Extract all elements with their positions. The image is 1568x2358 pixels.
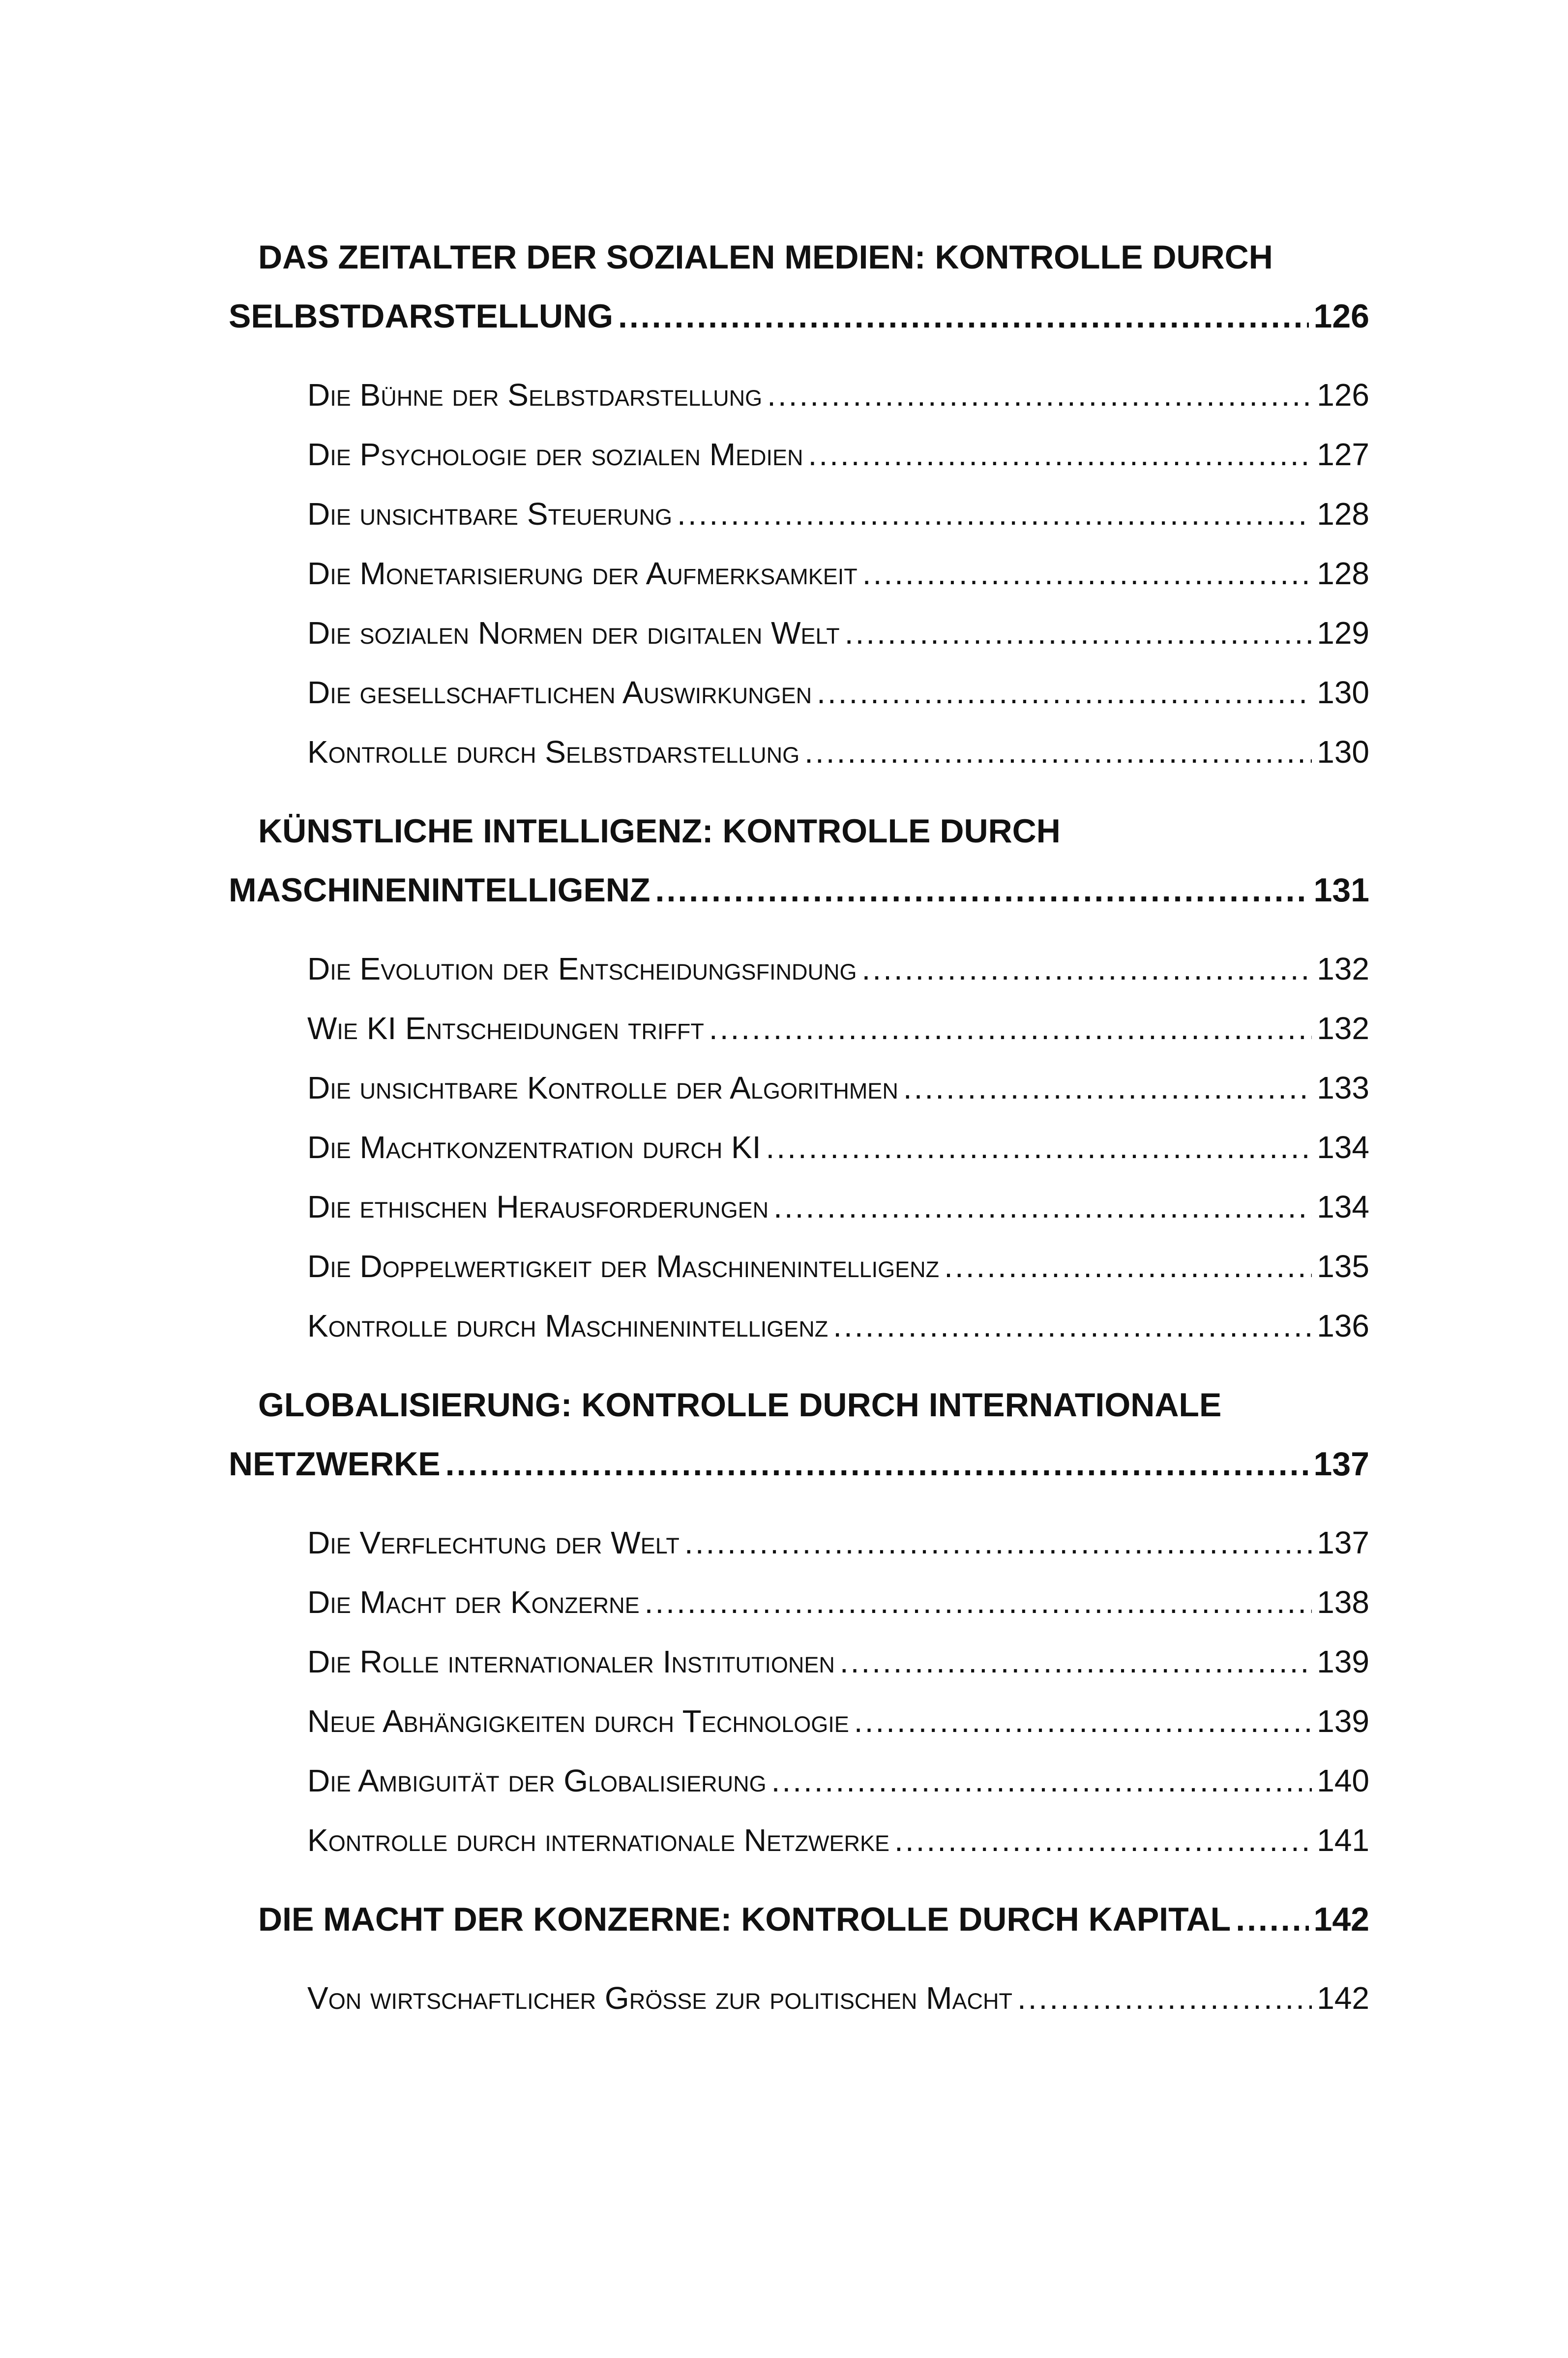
dot-leader xyxy=(840,1632,1312,1692)
toc-chapter xyxy=(229,802,1369,920)
section-page-number: 135 xyxy=(1317,1249,1369,1284)
toc-section-entry xyxy=(229,1969,1369,2028)
dot-leader xyxy=(944,1237,1312,1296)
section-title: Die ethischen Herausforderungen xyxy=(307,1189,769,1224)
chapter-title-line1: KÜNSTLICHE INTELLIGENZ: KONTROLLE DURCH xyxy=(258,812,1061,850)
section-title: Kontrolle durch internationale Netzwerke xyxy=(307,1822,890,1858)
dot-leader xyxy=(903,1058,1312,1118)
dot-leader xyxy=(1017,1969,1312,2028)
chapter-page-number: 142 xyxy=(1313,1901,1369,1938)
section-title: Neue Abhängigkeiten durch Technologie xyxy=(307,1703,849,1739)
dot-leader xyxy=(862,939,1312,999)
section-page-number: 140 xyxy=(1317,1763,1369,1798)
toc-section-entry xyxy=(229,1118,1369,1177)
toc-section-list xyxy=(229,1969,1369,2028)
section-title: Die gesellschaftlichen Auswirkungen xyxy=(307,675,812,710)
section-page-number: 130 xyxy=(1317,675,1369,710)
section-page-number: 134 xyxy=(1317,1130,1369,1165)
section-page-number: 134 xyxy=(1317,1189,1369,1224)
section-page-number: 130 xyxy=(1317,734,1369,770)
section-title: Die sozialen Normen der digitalen Welt xyxy=(307,615,840,651)
dot-leader xyxy=(817,663,1312,722)
toc-section-entry xyxy=(229,1513,1369,1573)
toc-section-entry xyxy=(229,1811,1369,1870)
section-title: Wie KI Entscheidungen trifft xyxy=(307,1011,704,1046)
toc-section-entry xyxy=(229,425,1369,484)
chapter-title-line1: DAS ZEITALTER DER SOZIALEN MEDIEN: KONTROLLE DURCH xyxy=(258,239,1273,276)
dot-leader xyxy=(833,1296,1312,1356)
toc-section-entry xyxy=(229,365,1369,425)
dot-leader xyxy=(766,1118,1312,1177)
toc-section-list xyxy=(229,365,1369,782)
table-of-contents xyxy=(229,228,1369,2048)
section-page-number: 137 xyxy=(1317,1525,1369,1560)
toc-section-list xyxy=(229,939,1369,1356)
dot-leader xyxy=(655,861,1309,920)
dot-leader xyxy=(773,1177,1312,1237)
chapter-title-line1: GLOBALISIERUNG: KONTROLLE DURCH INTERNATIONALE xyxy=(258,1386,1222,1424)
toc-section-entry xyxy=(229,1632,1369,1692)
dot-leader xyxy=(709,999,1312,1058)
chapter-title-line2 xyxy=(229,861,1369,920)
chapter-title-line2 xyxy=(229,287,1369,346)
dot-leader xyxy=(845,603,1312,663)
section-title: Kontrolle durch Selbstdarstellung xyxy=(307,734,800,770)
section-page-number: 139 xyxy=(1317,1644,1369,1679)
dot-leader xyxy=(445,1434,1309,1493)
section-page-number: 139 xyxy=(1317,1703,1369,1739)
toc-section-entry xyxy=(229,722,1369,782)
section-page-number: 141 xyxy=(1317,1822,1369,1858)
toc-chapter xyxy=(229,1375,1369,1493)
section-page-number: 132 xyxy=(1317,1011,1369,1046)
section-title: Die Rolle internationaler Institutionen xyxy=(307,1644,835,1679)
section-title: Von wirtschaftlicher Größe zur politischen Macht xyxy=(307,1980,1012,2016)
dot-leader xyxy=(804,722,1312,782)
dot-leader xyxy=(854,1692,1312,1751)
section-title: Die Ambiguität der Globalisierung xyxy=(307,1763,767,1798)
toc-section-entry xyxy=(229,939,1369,999)
chapter-title: NETZWERKE xyxy=(229,1445,441,1483)
toc-section-entry xyxy=(229,603,1369,663)
toc-section-entry xyxy=(229,1573,1369,1632)
toc-section-entry xyxy=(229,1751,1369,1811)
dot-leader xyxy=(767,365,1312,425)
dot-leader xyxy=(808,425,1312,484)
chapter-page-number: 137 xyxy=(1313,1445,1369,1483)
toc-section-entry xyxy=(229,1692,1369,1751)
section-title: Die Bühne der Selbstdarstellung xyxy=(307,377,763,413)
toc-section-entry xyxy=(229,999,1369,1058)
section-title: Die Monetarisierung der Aufmerksamkeit xyxy=(307,556,858,591)
section-title: Die unsichtbare Steuerung xyxy=(307,496,673,532)
dot-leader xyxy=(677,484,1312,544)
section-title: Die unsichtbare Kontrolle der Algorithmen xyxy=(307,1070,898,1105)
toc-section-entry xyxy=(229,1296,1369,1356)
section-page-number: 142 xyxy=(1317,1980,1369,2016)
section-title: Die Doppelwertigkeit der Maschinenintelligenz xyxy=(307,1249,940,1284)
toc-section-entry xyxy=(229,1058,1369,1118)
section-page-number: 129 xyxy=(1317,615,1369,651)
toc-section-entry xyxy=(229,1237,1369,1296)
section-page-number: 133 xyxy=(1317,1070,1369,1105)
dot-leader xyxy=(894,1811,1312,1870)
dot-leader xyxy=(618,287,1309,346)
chapter-title-line xyxy=(229,1890,1369,1949)
section-title: Kontrolle durch Maschinenintelligenz xyxy=(307,1308,828,1343)
toc-section-list xyxy=(229,1513,1369,1870)
section-title: Die Verflechtung der Welt xyxy=(307,1525,680,1560)
section-title: Die Machtkonzentration durch KI xyxy=(307,1130,761,1165)
toc-section-entry xyxy=(229,544,1369,603)
chapter-title-line2 xyxy=(229,1434,1369,1493)
toc-chapter xyxy=(229,228,1369,346)
dot-leader xyxy=(862,544,1312,603)
chapter-title: MASCHINENINTELLIGENZ xyxy=(229,871,651,909)
section-page-number: 128 xyxy=(1317,496,1369,532)
chapter-title: SELBSTDARSTELLUNG xyxy=(229,298,613,335)
toc-section-entry xyxy=(229,663,1369,722)
section-page-number: 136 xyxy=(1317,1308,1369,1343)
dot-leader xyxy=(645,1573,1312,1632)
section-page-number: 127 xyxy=(1317,437,1369,472)
section-title: Die Psychologie der sozialen Medien xyxy=(307,437,803,472)
toc-section-entry xyxy=(229,484,1369,544)
toc-chapter xyxy=(229,1890,1369,1949)
chapter-page-number: 131 xyxy=(1313,871,1369,909)
section-title: Die Macht der Konzerne xyxy=(307,1584,640,1620)
dot-leader xyxy=(1236,1890,1308,1949)
chapter-title: DIE MACHT DER KONZERNE: KONTROLLE DURCH KAPITAL xyxy=(258,1901,1231,1938)
section-page-number: 126 xyxy=(1317,377,1369,413)
dot-leader xyxy=(684,1513,1312,1573)
section-page-number: 138 xyxy=(1317,1584,1369,1620)
section-page-number: 132 xyxy=(1317,951,1369,986)
section-page-number: 128 xyxy=(1317,556,1369,591)
toc-section-entry xyxy=(229,1177,1369,1237)
section-title: Die Evolution der Entscheidungsfindung xyxy=(307,951,857,986)
chapter-page-number: 126 xyxy=(1313,298,1369,335)
dot-leader xyxy=(771,1751,1312,1811)
